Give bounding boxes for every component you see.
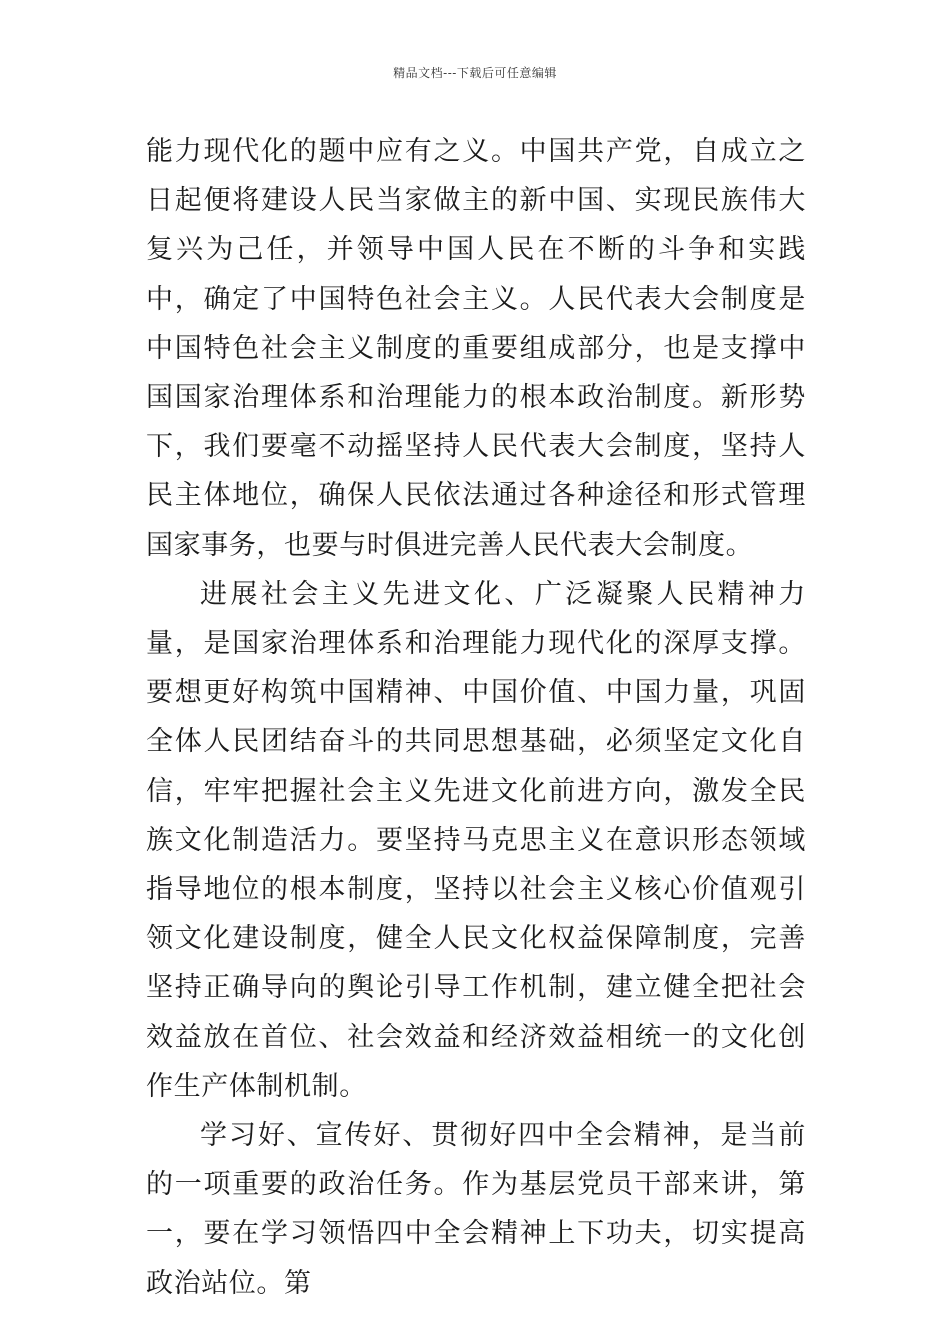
paragraph-2: 进展社会主义先进文化、广泛凝聚人民精神力量，是国家治理体系和治理能力现代化的深厚支撑。要想更好构筑中国精神、中国价值、中国力量，巩固全体人民团结奋斗的共同思想基础，必须坚定文化自信，牢牢把握社会主义先进文化前进方向，激发全民族文化制造活力。要坚持马克思主义在意识形态领域指导地位的根本制度，坚持以社会主义核心价值观引领文化建设制度，健全人民文化权益保障制度，完善坚持正确导向的舆论引导工作机制，建立健全把社会效益放在首位、社会效益和经济效益相统一的文化创作生产体制机制。: [146, 578, 806, 1102]
paragraph-1: 能力现代化的题中应有之义。中国共产党，自成立之日起便将建设人民当家做主的新中国、实现民族伟大复兴为己任，并领导中国人民在不断的斗争和实践中，确定了中国特色社会主义。人民代表大会制度是中国特色社会主义制度的重要组成部分，也是支撑中国国家治理体系和治理能力的根本政治制度。新形势下，我们要毫不动摇坚持人民代表大会制度，坚持人民主体地位，确保人民依法通过各种途径和形式管理国家事务，也要与时俱进完善人民代表大会制度。: [146, 136, 806, 561]
page-header: 精品文档---下载后可任意编辑: [393, 66, 557, 80]
paragraph-3: 学习好、宣传好、贯彻好四中全会精神，是当前的一项重要的政治任务。作为基层党员干部来讲，第一，要在学习领悟四中全会精神上下功夫，切实提高政治站位。第: [146, 1120, 806, 1299]
document-body: [146, 127, 806, 1308]
